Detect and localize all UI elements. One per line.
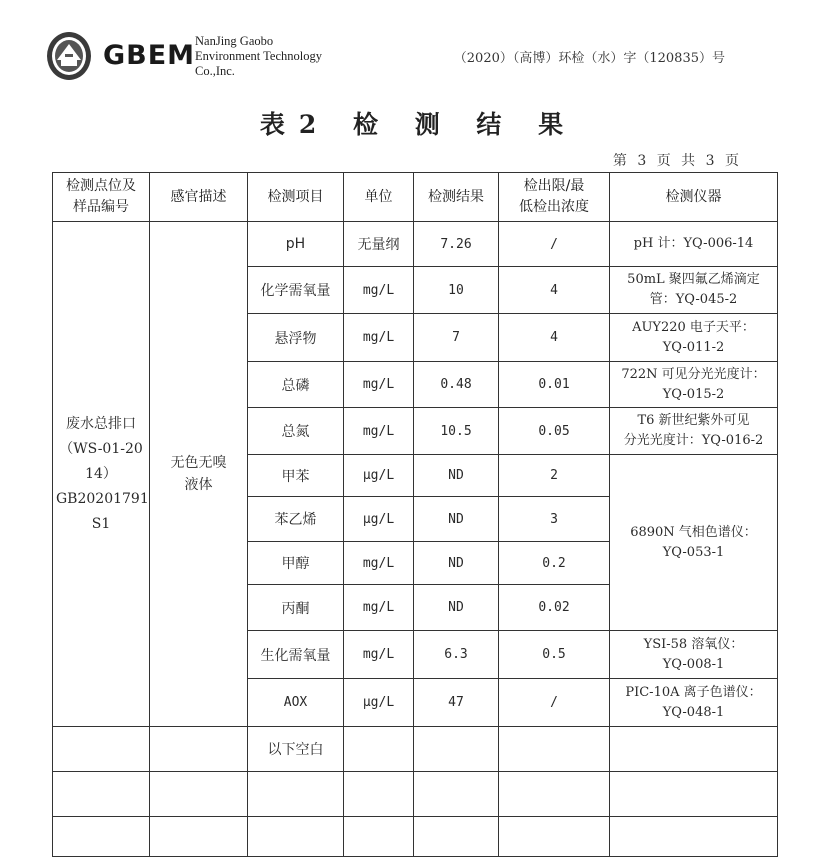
empty-cell [248,817,344,857]
company-logo-text: GBEM [103,40,196,71]
column-header: 检测结果 [414,173,499,222]
company-emblem-icon [45,30,93,82]
detection-limit: 0.01 [499,362,610,408]
column-header: 单位 [344,173,414,222]
empty-cell [499,817,610,857]
result: ND [414,455,499,497]
test-item: 化学需氧量 [248,267,344,314]
page-number: 第 3 页 共 3 页 [612,153,742,169]
empty-cell [414,817,499,857]
instrument: PIC-10A 离子色谱仪： YQ-048-1 [610,679,778,727]
empty-cell [610,727,778,772]
empty-cell [150,727,248,772]
empty-cell [499,727,610,772]
detection-limit: / [499,679,610,727]
empty-cell [150,772,248,817]
unit: 无量纲 [344,222,414,267]
empty-cell [53,817,150,857]
test-item: 苯乙烯 [248,497,344,542]
company-name-line: Co.,Inc. [195,64,235,78]
result: ND [414,542,499,585]
instrument: T6 新世纪紫外可见 分光光度计：YQ-016-2 [610,408,778,455]
detection-limit: 0.5 [499,631,610,679]
unit: mg/L [344,542,414,585]
empty-cell [344,772,414,817]
report-number: （2020）（高博）环检（水）字（120835）号 [453,51,725,66]
table-header-row [53,173,778,222]
instrument: AUY220 电子天平： YQ-011-2 [610,314,778,362]
detection-limit: 4 [499,314,610,362]
detection-limit: 2 [499,455,610,497]
detection-limit: 0.05 [499,408,610,455]
sensory-description-cell: 无色无嗅 液体 [150,222,248,727]
detection-limit: 3 [499,497,610,542]
unit: mg/L [344,585,414,631]
test-item: pH [248,222,344,267]
empty-cell [499,772,610,817]
column-header: 检测点位及 样品编号 [53,173,150,222]
empty-cell [344,727,414,772]
test-item: 甲醇 [248,542,344,585]
empty-cell [150,817,248,857]
unit: mg/L [344,631,414,679]
result: 7 [414,314,499,362]
empty-cell [414,772,499,817]
unit: mg/L [344,314,414,362]
test-item: 生化需氧量 [248,631,344,679]
test-item: 甲苯 [248,455,344,497]
instrument: 6890N 气相色谱仪： YQ-053-1 [610,455,778,631]
empty-cell [610,817,778,857]
company-name-line: Environment Technology [195,49,322,63]
unit: mg/L [344,362,414,408]
detection-limit: 0.02 [499,585,610,631]
unit: mg/L [344,267,414,314]
report-header [0,0,837,100]
table-row [53,772,778,817]
test-item: 丙酮 [248,585,344,631]
column-header: 感官描述 [150,173,248,222]
instrument: pH 计：YQ-006-14 [610,222,778,267]
table-row [53,727,778,772]
empty-cell [53,772,150,817]
table-row [53,817,778,857]
test-item: 悬浮物 [248,314,344,362]
result: 10.5 [414,408,499,455]
test-item: 总氮 [248,408,344,455]
instrument: YSI-58 溶氧仪： YQ-008-1 [610,631,778,679]
test-item: 总磷 [248,362,344,408]
sample-point-cell: 废水总排口 （WS-01-20 14） GB20201791 S1 [53,222,150,727]
result: 6.3 [414,631,499,679]
result: 7.26 [414,222,499,267]
unit: mg/L [344,408,414,455]
result: 10 [414,267,499,314]
column-header: 检测项目 [248,173,344,222]
company-name-line: NanJing Gaobo [195,34,274,48]
empty-cell [610,772,778,817]
column-header: 检测仪器 [610,173,778,222]
unit: μg/L [344,455,414,497]
unit: μg/L [344,679,414,727]
detection-limit: 4 [499,267,610,314]
empty-cell [53,727,150,772]
page-title: 表2 检 测 结 果 [259,110,578,139]
instrument: 50mL 聚四氟乙烯滴定 管：YQ-045-2 [610,267,778,314]
instrument: 722N 可见分光光度计： YQ-015-2 [610,362,778,408]
detection-limit: / [499,222,610,267]
detection-limit: 0.2 [499,542,610,585]
result: 47 [414,679,499,727]
table-row [53,222,778,267]
results-table [52,172,778,857]
empty-cell [414,727,499,772]
result: 0.48 [414,362,499,408]
unit: μg/L [344,497,414,542]
test-item: AOX [248,679,344,727]
company-name [195,34,322,79]
column-header: 检出限/最 低检出浓度 [499,173,610,222]
blank-below-note: 以下空白 [248,727,344,772]
result: ND [414,585,499,631]
empty-cell [248,772,344,817]
result: ND [414,497,499,542]
empty-cell [344,817,414,857]
